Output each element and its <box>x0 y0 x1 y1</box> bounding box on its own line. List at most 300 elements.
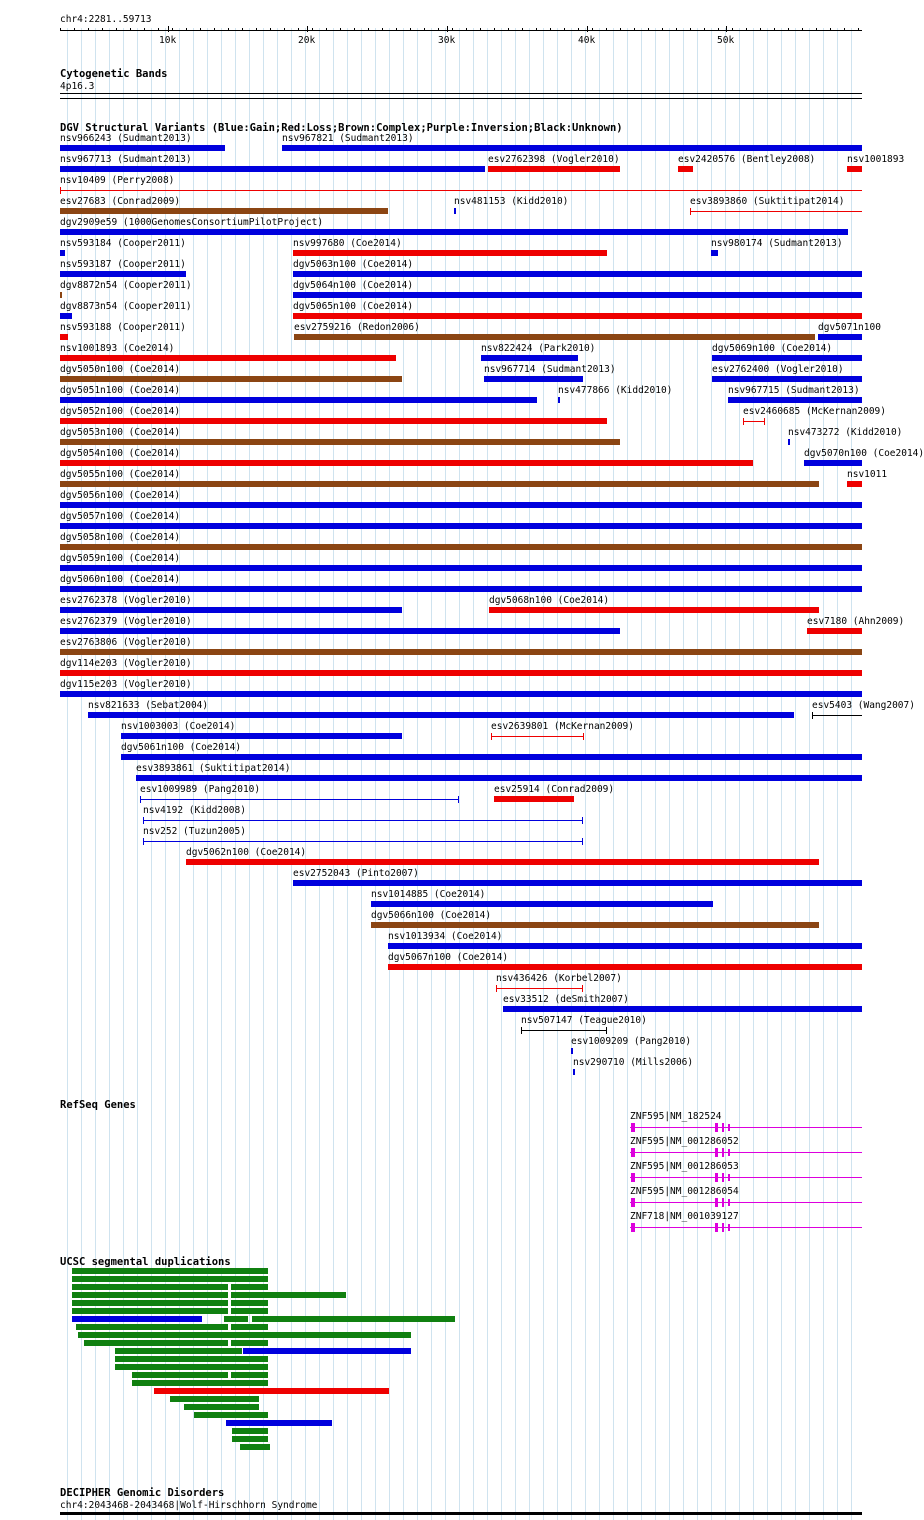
segdup-feature[interactable] <box>72 1316 202 1322</box>
dgv-feature-label[interactable]: dgv5055n100 (Coe2014) <box>60 469 181 480</box>
gene-exon[interactable] <box>715 1123 718 1132</box>
ruler-minor-tick <box>634 28 635 31</box>
dgv-feature-label[interactable]: esv1009989 (Pang2010) <box>140 784 261 795</box>
dgv-feature-bar[interactable] <box>807 628 862 634</box>
ruler-minor-tick <box>746 28 747 31</box>
dgv-feature-label[interactable]: esv1009209 (Pang2010) <box>571 1036 692 1047</box>
dgv-feature-label[interactable]: esv2639801 (McKernan2009) <box>491 721 634 732</box>
ruler-minor-tick <box>312 28 313 31</box>
ruler-minor-tick <box>858 28 859 31</box>
dgv-track-title[interactable]: DGV Structural Variants (Blue:Gain;Red:Loss;Brown:Complex;Purple:Inversion;Black:Unknown) <box>60 122 623 134</box>
grid-line <box>739 28 740 1520</box>
dgv-feature-line[interactable] <box>690 211 862 212</box>
ruler-minor-tick <box>592 28 593 31</box>
dgv-feature-label[interactable]: dgv8872n54 (Cooper2011) <box>60 280 192 291</box>
gene-exon[interactable] <box>631 1223 635 1232</box>
dgv-feature-bar[interactable] <box>294 334 815 340</box>
dgv-feature-bar[interactable] <box>60 670 862 676</box>
dgv-feature-label[interactable]: esv2763806 (Vogler2010) <box>60 637 192 648</box>
segdup-feature[interactable] <box>84 1340 228 1346</box>
dgv-feature-bar[interactable] <box>60 460 753 466</box>
dgv-feature-endcap <box>140 796 141 803</box>
segdup-feature[interactable] <box>231 1300 268 1306</box>
dgv-feature-label[interactable]: esv2762379 (Vogler2010) <box>60 616 192 627</box>
dgv-feature-label[interactable]: esv2460685 (McKernan2009) <box>743 406 886 417</box>
gene-exon[interactable] <box>631 1173 635 1182</box>
cytoband-label: 4p16.3 <box>60 81 95 92</box>
grid-line <box>823 28 824 1520</box>
segdup-feature[interactable] <box>226 1420 332 1426</box>
segdup-feature[interactable] <box>224 1316 248 1322</box>
dgv-feature-endcap <box>143 838 144 845</box>
dgv-feature-label[interactable]: dgv5053n100 (Coe2014) <box>60 427 181 438</box>
dgv-feature-bar[interactable] <box>711 250 718 256</box>
dgv-feature-bar[interactable] <box>388 964 862 970</box>
dgv-feature-bar[interactable] <box>60 628 620 634</box>
dgv-feature-bar[interactable] <box>60 355 396 361</box>
dgv-feature-bar[interactable] <box>712 376 862 382</box>
dgv-feature-bar[interactable] <box>573 1069 575 1075</box>
dgv-feature-bar[interactable] <box>788 439 790 445</box>
dgv-feature-label[interactable]: nsv1013934 (Coe2014) <box>388 931 503 942</box>
dgv-feature-label[interactable]: dgv5057n100 (Coe2014) <box>60 511 181 522</box>
dgv-feature-label[interactable]: dgv5064n100 (Coe2014) <box>293 280 414 291</box>
segdup-feature[interactable] <box>231 1372 268 1378</box>
ruler-minor-tick <box>256 28 257 31</box>
decipher-feature[interactable] <box>60 1512 862 1515</box>
grid-line <box>725 28 726 1520</box>
dgv-feature-bar[interactable] <box>60 418 607 424</box>
grid-line <box>669 28 670 1520</box>
dgv-feature-label[interactable]: esv2759216 (Redon2006) <box>294 322 420 333</box>
dgv-feature-bar[interactable] <box>488 166 620 172</box>
dgv-feature-line[interactable] <box>60 190 862 191</box>
ruler-major-tick <box>168 26 169 32</box>
dgv-feature-bar[interactable] <box>293 880 862 886</box>
dgv-feature-label[interactable]: dgv5063n100 (Coe2014) <box>293 259 414 270</box>
segdup-feature[interactable] <box>132 1380 268 1386</box>
dgv-feature-endcap <box>743 418 744 425</box>
segdup-track-title[interactable]: UCSC segmental duplications <box>60 1256 231 1268</box>
ruler-minor-tick <box>228 28 229 31</box>
dgv-feature-bar[interactable] <box>60 607 402 613</box>
dgv-feature-bar[interactable] <box>503 1006 862 1012</box>
gene-intron-line[interactable] <box>630 1127 862 1128</box>
segdup-feature[interactable] <box>252 1316 455 1322</box>
dgv-feature-line[interactable] <box>143 841 582 842</box>
dgv-feature-label[interactable]: dgv5061n100 (Coe2014) <box>121 742 242 753</box>
gene-exon[interactable] <box>728 1149 730 1156</box>
grid-line <box>627 28 628 1520</box>
grid-line <box>683 28 684 1520</box>
dgv-feature-bar[interactable] <box>481 355 578 361</box>
dgv-feature-label[interactable]: nsv593188 (Cooper2011) <box>60 322 186 333</box>
dgv-feature-line[interactable] <box>143 820 582 821</box>
ruler-minor-tick <box>494 28 495 31</box>
dgv-feature-label[interactable]: esv2762400 (Vogler2010) <box>712 364 844 375</box>
segdup-feature[interactable] <box>115 1356 268 1362</box>
segdup-feature[interactable] <box>154 1388 389 1394</box>
dgv-feature-label[interactable]: dgv5058n100 (Coe2014) <box>60 532 181 543</box>
ruler-minor-tick <box>788 28 789 31</box>
ruler-minor-tick <box>536 28 537 31</box>
dgv-feature-label[interactable]: dgv5051n100 (Coe2014) <box>60 385 181 396</box>
dgv-feature-label[interactable]: nsv997680 (Coe2014) <box>293 238 402 249</box>
segdup-feature[interactable] <box>231 1340 268 1346</box>
dgv-feature-endcap <box>143 817 144 824</box>
ruler-minor-tick <box>158 28 159 31</box>
gene-label[interactable]: ZNF595|NM_001286054 <box>630 1186 739 1197</box>
segdup-feature[interactable] <box>72 1308 228 1314</box>
dgv-feature-bar[interactable] <box>678 166 693 172</box>
ruler-tick-label: 50k <box>717 35 735 46</box>
ruler-minor-tick <box>508 28 509 31</box>
grid-line <box>613 28 614 1520</box>
dgv-feature-label[interactable]: nsv1011 <box>847 469 888 480</box>
segdup-feature[interactable] <box>76 1324 228 1330</box>
gene-exon[interactable] <box>722 1148 724 1157</box>
dgv-feature-label[interactable]: nsv1003003 (Coe2014) <box>121 721 236 732</box>
dgv-feature-bar[interactable] <box>60 229 848 235</box>
dgv-feature-bar[interactable] <box>60 313 72 319</box>
grid-line <box>837 28 838 1520</box>
dgv-feature-label[interactable]: dgv5054n100 (Coe2014) <box>60 448 181 459</box>
dgv-feature-bar[interactable] <box>60 439 620 445</box>
dgv-feature-label[interactable]: nsv252 (Tuzun2005) <box>143 826 246 837</box>
dgv-feature-endcap <box>582 838 583 845</box>
gene-exon[interactable] <box>715 1173 718 1182</box>
grid-line <box>795 28 796 1520</box>
ruler-major-tick <box>587 26 588 32</box>
dgv-feature-bar[interactable] <box>186 859 819 865</box>
dgv-feature-bar[interactable] <box>60 271 186 277</box>
dgv-feature-bar[interactable] <box>371 901 713 907</box>
dgv-feature-bar[interactable] <box>388 943 862 949</box>
dgv-feature-label[interactable]: esv2752043 (Pinto2007) <box>293 868 419 879</box>
dgv-feature-label[interactable]: nsv10409 (Perry2008) <box>60 175 175 186</box>
segdup-feature[interactable] <box>231 1292 346 1298</box>
segdup-feature[interactable] <box>115 1364 268 1370</box>
dgv-feature-label[interactable]: esv2762398 (Vogler2010) <box>488 154 620 165</box>
dgv-feature-bar[interactable] <box>60 481 819 487</box>
dgv-feature-label[interactable]: dgv5062n100 (Coe2014) <box>186 847 307 858</box>
dgv-feature-label[interactable]: esv27683 (Conrad2009) <box>60 196 181 207</box>
dgv-feature-bar[interactable] <box>804 460 862 466</box>
dgv-feature-label[interactable]: nsv436426 (Korbel2007) <box>496 973 622 984</box>
dgv-feature-label[interactable]: nsv593184 (Cooper2011) <box>60 238 186 249</box>
decipher-track-title[interactable]: DECIPHER Genomic Disorders <box>60 1487 225 1499</box>
dgv-feature-line[interactable] <box>743 421 764 422</box>
dgv-feature-bar[interactable] <box>60 208 388 214</box>
gene-intron-line[interactable] <box>630 1152 862 1153</box>
dgv-feature-endcap <box>606 1027 607 1034</box>
ruler-tick-label: 30k <box>438 35 456 46</box>
dgv-feature-bar[interactable] <box>88 712 794 718</box>
grid-line <box>767 28 768 1520</box>
dgv-feature-label[interactable]: esv7180 (Ahn2009) <box>807 616 905 627</box>
dgv-feature-label[interactable]: nsv1001893 <box>847 154 905 165</box>
dgv-feature-endcap <box>812 712 813 719</box>
dgv-feature-label[interactable]: dgv5071n100 <box>818 322 881 333</box>
dgv-feature-label[interactable]: esv5403 (Wang2007) <box>812 700 915 711</box>
segdup-feature[interactable] <box>170 1396 259 1402</box>
ruler-minor-tick <box>340 28 341 31</box>
ruler-minor-tick <box>802 28 803 31</box>
segdup-feature[interactable] <box>115 1348 242 1354</box>
ruler-minor-tick <box>200 28 201 31</box>
dgv-feature-label[interactable]: nsv507147 (Teague2010) <box>521 1015 647 1026</box>
dgv-feature-line[interactable] <box>812 715 862 716</box>
gene-exon[interactable] <box>631 1148 635 1157</box>
ruler-minor-tick <box>704 28 705 31</box>
dgv-feature-bar[interactable] <box>818 334 862 340</box>
segdup-feature[interactable] <box>231 1324 268 1330</box>
dgv-feature-bar[interactable] <box>494 796 574 802</box>
dgv-feature-label[interactable]: dgv114e203 (Vogler2010) <box>60 658 192 669</box>
dgv-feature-label[interactable]: esv3893860 (Suktitipat2014) <box>690 196 845 207</box>
gene-exon[interactable] <box>728 1199 730 1206</box>
ruler-minor-tick <box>844 28 845 31</box>
grid-line <box>851 28 852 1520</box>
dgv-feature-label[interactable]: esv25914 (Conrad2009) <box>494 784 615 795</box>
dgv-feature-bar[interactable] <box>60 691 862 697</box>
dgv-feature-label[interactable]: dgv5068n100 (Coe2014) <box>489 595 610 606</box>
gene-exon[interactable] <box>722 1173 724 1182</box>
ruler-minor-tick <box>438 28 439 31</box>
dgv-feature-endcap <box>583 733 584 740</box>
ruler-minor-tick <box>830 28 831 31</box>
gene-exon[interactable] <box>722 1198 724 1207</box>
dgv-feature-label[interactable]: dgv5070n100 (Coe2014) <box>804 448 924 459</box>
segdup-feature[interactable] <box>240 1444 270 1450</box>
ruler-minor-tick <box>116 28 117 31</box>
gene-intron-line[interactable] <box>630 1177 862 1178</box>
gene-exon[interactable] <box>728 1124 730 1131</box>
dgv-feature-label[interactable]: dgv5067n100 (Coe2014) <box>388 952 509 963</box>
segdup-feature[interactable] <box>232 1436 268 1442</box>
segdup-feature[interactable] <box>78 1332 411 1338</box>
dgv-feature-bar[interactable] <box>293 271 862 277</box>
grid-line <box>753 28 754 1520</box>
segdup-feature[interactable] <box>72 1284 228 1290</box>
ruler-tick-label: 40k <box>578 35 596 46</box>
dgv-feature-endcap <box>458 796 459 803</box>
segdup-feature[interactable] <box>72 1292 228 1298</box>
dgv-feature-bar[interactable] <box>293 250 607 256</box>
decipher-entry-label[interactable]: chr4:2043468-2043468|Wolf-Hirschhorn Syndrome <box>60 1500 318 1511</box>
dgv-feature-bar[interactable] <box>60 376 402 382</box>
dgv-feature-label[interactable]: nsv473272 (Kidd2010) <box>788 427 903 438</box>
ruler-major-tick <box>726 26 727 32</box>
dgv-feature-bar[interactable] <box>121 754 862 760</box>
dgv-feature-label[interactable]: nsv967713 (Sudmant2013) <box>60 154 192 165</box>
gene-exon[interactable] <box>728 1224 730 1231</box>
dgv-feature-label[interactable]: nsv967821 (Sudmant2013) <box>282 133 414 144</box>
dgv-feature-bar[interactable] <box>558 397 560 403</box>
dgv-feature-endcap <box>60 187 61 194</box>
segdup-feature[interactable] <box>132 1372 228 1378</box>
gene-exon[interactable] <box>631 1198 635 1207</box>
dgv-feature-bar[interactable] <box>293 292 862 298</box>
gene-exon[interactable] <box>722 1123 724 1132</box>
dgv-feature-label[interactable]: dgv5065n100 (Coe2014) <box>293 301 414 312</box>
ruler-minor-tick <box>676 28 677 31</box>
ruler-minor-tick <box>718 28 719 31</box>
gene-label[interactable]: ZNF595|NM_001286052 <box>630 1136 739 1147</box>
segdup-feature[interactable] <box>194 1412 268 1418</box>
ruler-minor-tick <box>242 28 243 31</box>
dgv-feature-bar[interactable] <box>60 292 62 298</box>
ruler-minor-tick <box>760 28 761 31</box>
dgv-feature-bar[interactable] <box>571 1048 573 1054</box>
dgv-feature-line[interactable] <box>521 1030 606 1031</box>
dgv-feature-label[interactable]: nsv290710 (Mills2006) <box>573 1057 694 1068</box>
dgv-feature-bar[interactable] <box>847 481 862 487</box>
dgv-feature-label[interactable]: esv33512 (deSmith2007) <box>503 994 629 1005</box>
dgv-feature-label[interactable]: nsv4192 (Kidd2008) <box>143 805 246 816</box>
cytoband-line-top <box>60 93 862 94</box>
dgv-feature-endcap <box>690 208 691 215</box>
ruler-minor-tick <box>662 28 663 31</box>
dgv-feature-label[interactable]: dgv5060n100 (Coe2014) <box>60 574 181 585</box>
dgv-feature-bar[interactable] <box>60 544 862 550</box>
dgv-feature-label[interactable]: nsv966243 (Sudmant2013) <box>60 133 192 144</box>
ruler-minor-tick <box>396 28 397 31</box>
dgv-feature-label[interactable]: nsv477866 (Kidd2010) <box>558 385 673 396</box>
ruler-minor-tick <box>382 28 383 31</box>
dgv-feature-bar[interactable] <box>60 145 225 151</box>
gene-intron-line[interactable] <box>630 1227 862 1228</box>
gene-exon[interactable] <box>715 1223 718 1232</box>
dgv-feature-bar[interactable] <box>847 166 862 172</box>
dgv-feature-label[interactable]: nsv980174 (Sudmant2013) <box>711 238 843 249</box>
ruler-minor-tick <box>620 28 621 31</box>
dgv-feature-bar[interactable] <box>136 775 862 781</box>
dgv-feature-label[interactable]: dgv2909e59 (1000GenomesConsortiumPilotProject) <box>60 217 324 228</box>
dgv-feature-label[interactable]: dgv5066n100 (Coe2014) <box>371 910 492 921</box>
gene-label[interactable]: ZNF718|NM_001039127 <box>630 1211 739 1222</box>
dgv-feature-label[interactable]: nsv822424 (Park2010) <box>481 343 596 354</box>
ruler-minor-tick <box>648 28 649 31</box>
ruler-minor-tick <box>186 28 187 31</box>
dgv-feature-label[interactable]: nsv1001893 (Coe2014) <box>60 343 175 354</box>
gene-exon[interactable] <box>715 1148 718 1157</box>
ruler-minor-tick <box>732 28 733 31</box>
ruler-minor-tick <box>130 28 131 31</box>
dgv-feature-label[interactable]: esv3893861 (Suktitipat2014) <box>136 763 291 774</box>
dgv-feature-bar[interactable] <box>484 376 583 382</box>
ruler-minor-tick <box>816 28 817 31</box>
dgv-feature-endcap <box>582 985 583 992</box>
ruler-major-tick <box>447 26 448 32</box>
dgv-feature-bar[interactable] <box>121 733 402 739</box>
segdup-feature[interactable] <box>231 1284 268 1290</box>
ruler-minor-tick <box>452 28 453 31</box>
dgv-feature-label[interactable]: nsv1014885 (Coe2014) <box>371 889 486 900</box>
dgv-feature-endcap <box>491 733 492 740</box>
segdup-feature[interactable] <box>232 1428 268 1434</box>
gene-exon[interactable] <box>722 1223 724 1232</box>
ruler-minor-tick <box>102 28 103 31</box>
segdup-feature[interactable] <box>72 1276 268 1282</box>
ruler-minor-tick <box>774 28 775 31</box>
dgv-feature-label[interactable]: nsv481153 (Kidd2010) <box>454 196 569 207</box>
segdup-feature[interactable] <box>184 1404 259 1410</box>
dgv-feature-bar[interactable] <box>60 334 68 340</box>
gene-label[interactable]: ZNF595|NM_001286053 <box>630 1161 739 1172</box>
ruler-minor-tick <box>578 28 579 31</box>
dgv-feature-label[interactable]: esv2420576 (Bentley2008) <box>678 154 816 165</box>
cytoband-line-bottom <box>60 98 862 99</box>
dgv-feature-label[interactable]: esv2762378 (Vogler2010) <box>60 595 192 606</box>
ruler-minor-tick <box>214 28 215 31</box>
dgv-feature-label[interactable]: dgv5069n100 (Coe2014) <box>712 343 833 354</box>
ruler-minor-tick <box>480 28 481 31</box>
dgv-feature-bar[interactable] <box>489 607 819 613</box>
dgv-feature-endcap <box>496 985 497 992</box>
region-label: chr4:2281..59713 <box>60 14 152 25</box>
dgv-feature-bar[interactable] <box>60 565 862 571</box>
dgv-feature-label[interactable]: dgv5050n100 (Coe2014) <box>60 364 181 375</box>
dgv-feature-label[interactable]: dgv8873n54 (Cooper2011) <box>60 301 192 312</box>
dgv-feature-label[interactable]: dgv115e203 (Vogler2010) <box>60 679 192 690</box>
segdup-feature[interactable] <box>243 1348 411 1354</box>
dgv-feature-label[interactable]: dgv5056n100 (Coe2014) <box>60 490 181 501</box>
segdup-feature[interactable] <box>72 1300 228 1306</box>
dgv-feature-bar[interactable] <box>60 166 485 172</box>
dgv-feature-label[interactable]: dgv5052n100 (Coe2014) <box>60 406 181 417</box>
dgv-feature-bar[interactable] <box>712 355 862 361</box>
dgv-feature-bar[interactable] <box>282 145 862 151</box>
dgv-feature-line[interactable] <box>496 988 582 989</box>
dgv-feature-bar[interactable] <box>293 313 862 319</box>
gene-exon[interactable] <box>715 1198 718 1207</box>
dgv-feature-bar[interactable] <box>371 922 819 928</box>
dgv-feature-line[interactable] <box>491 736 583 737</box>
ruler-minor-tick <box>606 28 607 31</box>
dgv-feature-bar[interactable] <box>60 502 862 508</box>
ruler-minor-tick <box>690 28 691 31</box>
dgv-feature-label[interactable]: nsv821633 (Sebat2004) <box>88 700 209 711</box>
grid-line <box>641 28 642 1520</box>
dgv-feature-label[interactable]: nsv967715 (Sudmant2013) <box>728 385 860 396</box>
dgv-feature-bar[interactable] <box>728 397 862 403</box>
dgv-feature-bar[interactable] <box>60 397 537 403</box>
cytoband-track-title[interactable]: Cytogenetic Bands <box>60 68 168 80</box>
gene-label[interactable]: ZNF595|NM_182524 <box>630 1111 722 1122</box>
ruler-minor-tick <box>60 28 61 31</box>
gene-exon[interactable] <box>728 1174 730 1181</box>
gene-exon[interactable] <box>631 1123 635 1132</box>
dgv-feature-line[interactable] <box>140 799 458 800</box>
dgv-feature-bar[interactable] <box>60 523 862 529</box>
dgv-feature-endcap <box>521 1027 522 1034</box>
segdup-feature[interactable] <box>72 1268 268 1274</box>
dgv-feature-bar[interactable] <box>60 649 862 655</box>
dgv-feature-label[interactable]: dgv5059n100 (Coe2014) <box>60 553 181 564</box>
ruler-minor-tick <box>354 28 355 31</box>
ruler-minor-tick <box>466 28 467 31</box>
dgv-feature-label[interactable]: nsv593187 (Cooper2011) <box>60 259 186 270</box>
ruler-minor-tick <box>368 28 369 31</box>
dgv-feature-bar[interactable] <box>60 250 65 256</box>
gene-intron-line[interactable] <box>630 1202 862 1203</box>
refseq-track-title[interactable]: RefSeq Genes <box>60 1099 136 1111</box>
dgv-feature-bar[interactable] <box>60 586 862 592</box>
segdup-feature[interactable] <box>231 1308 268 1314</box>
dgv-feature-label[interactable]: nsv967714 (Sudmant2013) <box>484 364 616 375</box>
dgv-feature-bar[interactable] <box>454 208 456 214</box>
